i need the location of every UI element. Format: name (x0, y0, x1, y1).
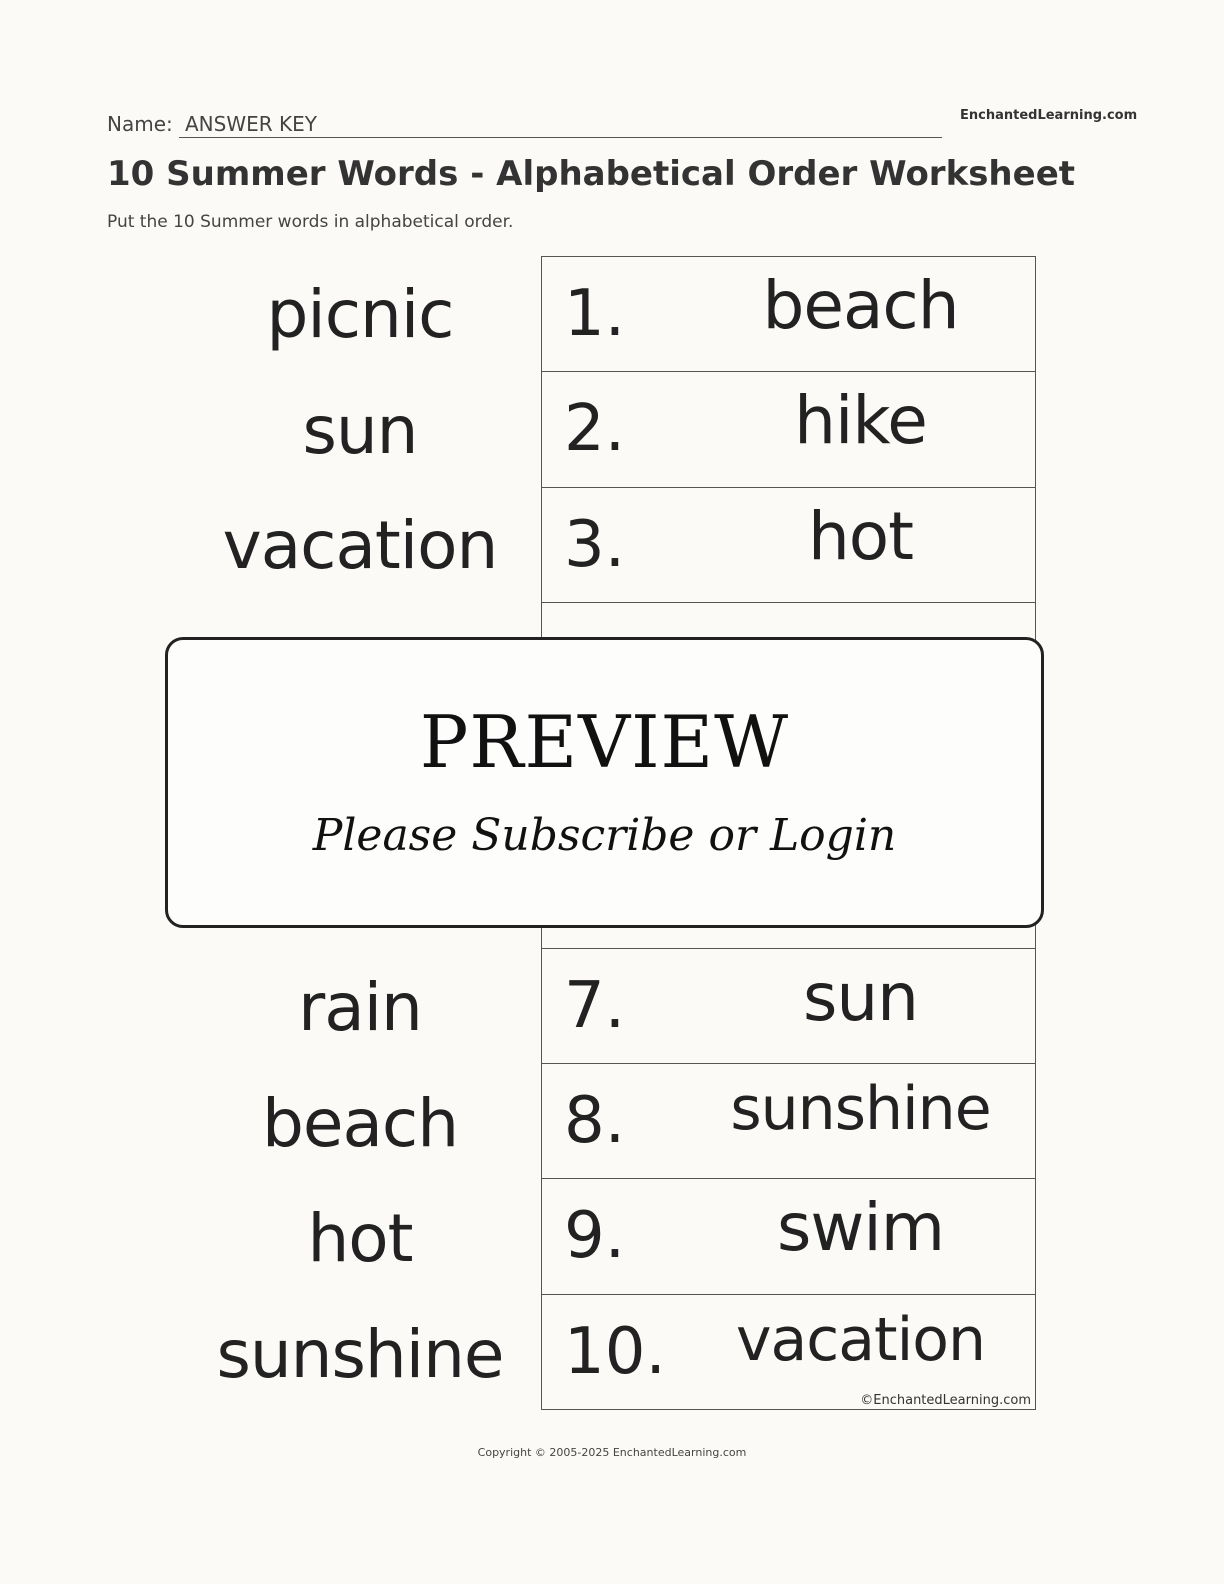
answer-row (542, 949, 1035, 1064)
answer-word: sun (802, 958, 919, 1036)
answer-number: 8. (564, 1084, 626, 1159)
answer-row (542, 257, 1035, 372)
answer-number: 10. (564, 1314, 666, 1389)
scrambled-word: vacation (222, 507, 498, 585)
name-value: ANSWER KEY (185, 112, 317, 136)
answer-word: beach (762, 267, 959, 344)
brand-link[interactable]: EnchantedLearning.com (960, 108, 1138, 123)
answer-word: hike (794, 382, 927, 460)
preview-title: PREVIEW (419, 700, 790, 784)
answer-number: 2. (564, 392, 626, 467)
instructions: Put the 10 Summer words in alphabetical order. (107, 212, 514, 232)
scrambled-word: rain (298, 969, 422, 1047)
preview-overlay[interactable] (165, 637, 1044, 928)
name-row (107, 108, 942, 140)
answer-row (542, 488, 1035, 603)
answer-word: sunshine (730, 1074, 991, 1145)
page-title: 10 Summer Words - Alphabetical Order Worksheet (107, 154, 1076, 194)
name-field (179, 108, 942, 138)
scrambled-word: hot (307, 1200, 413, 1278)
answer-row (542, 1179, 1035, 1294)
answer-number: 1. (564, 277, 626, 351)
scrambled-word: sunshine (216, 1315, 504, 1393)
answer-row (542, 1064, 1035, 1179)
answer-number: 7. (564, 968, 626, 1043)
scrambled-word: picnic (266, 276, 454, 354)
answer-word: vacation (736, 1304, 985, 1375)
copyright-footer: Copyright © 2005-2025 EnchantedLearning.com (477, 1446, 747, 1459)
scrambled-word: sun (302, 391, 418, 469)
answer-number: 9. (564, 1199, 626, 1274)
answer-word: hot (807, 497, 914, 575)
answer-row (542, 1295, 1035, 1410)
table-credit: ©EnchantedLearning.com (860, 1392, 1031, 1408)
scrambled-word: beach (261, 1084, 459, 1162)
subscribe-login-prompt[interactable]: Please Subscribe or Login (312, 810, 897, 861)
answer-word: swim (777, 1189, 944, 1267)
answer-row (542, 372, 1035, 487)
name-label: Name: (107, 112, 173, 136)
answer-number: 3. (564, 507, 626, 582)
